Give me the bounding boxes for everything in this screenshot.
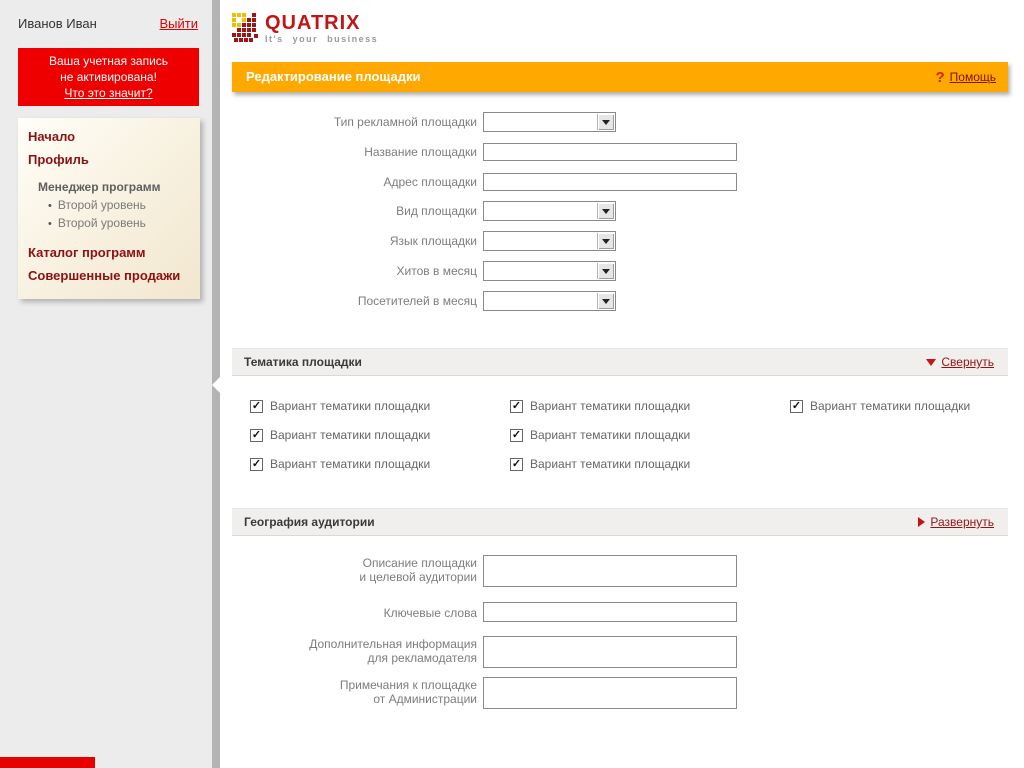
sidebar-item-second-level-2[interactable]: • Второй уровень [48, 216, 146, 230]
sidebar-menu [18, 118, 200, 299]
checkbox-checked-icon[interactable]: ✓ [251, 457, 262, 470]
dropdown-arrow-icon[interactable] [597, 114, 614, 130]
collapse-arrow-icon [926, 359, 936, 366]
field-label-site-address: Адрес площадки [383, 175, 477, 189]
section-geography-header [232, 508, 1008, 536]
topic-checkbox-6[interactable]: ✓ Вариант тематики площадки [251, 457, 431, 471]
sidebar-item-start[interactable]: Начало [28, 129, 76, 144]
bullet-icon: • [48, 218, 52, 230]
field-label-keywords: Ключевые слова [383, 606, 477, 620]
field-label-hits-per-month: Хитов в месяц [396, 264, 477, 278]
bullet-icon: • [48, 200, 52, 212]
checkbox-checked-icon[interactable]: ✓ [251, 428, 262, 441]
site-type-select[interactable] [483, 112, 616, 132]
logo-tagline: It's your business [265, 34, 379, 44]
expand-arrow-icon [918, 517, 925, 527]
checkbox-checked-icon[interactable]: ✓ [511, 457, 522, 470]
dropdown-arrow-icon[interactable] [597, 233, 614, 249]
section-topics-toggle[interactable]: Свернуть [926, 349, 994, 375]
checkbox-checked-icon[interactable]: ✓ [511, 428, 522, 441]
field-label-site-language: Язык площадки [389, 234, 477, 248]
help-icon: ? [935, 68, 945, 86]
checkbox-checked-icon[interactable]: ✓ [511, 399, 522, 412]
advertiser-info-textarea[interactable] [483, 636, 737, 668]
section-topics-header [232, 348, 1008, 376]
dropdown-arrow-icon[interactable] [597, 293, 614, 309]
sidebar-item-program-catalog[interactable]: Каталог программ [28, 245, 146, 260]
dropdown-arrow-icon[interactable] [597, 263, 614, 279]
visitors-per-month-select[interactable] [483, 291, 616, 311]
page-title-bar [232, 62, 1008, 92]
description-textarea[interactable] [483, 555, 737, 587]
keywords-input[interactable] [483, 602, 737, 622]
checkbox-checked-icon[interactable]: ✓ [251, 399, 262, 412]
hits-per-month-select[interactable] [483, 261, 616, 281]
quatrix-logo-icon [232, 13, 259, 43]
section-geography-title: География аудитории [244, 515, 375, 529]
user-name: Иванов Иван [18, 16, 97, 31]
topic-checkbox-7[interactable]: ✓ Вариант тематики площадки [511, 457, 691, 471]
topic-checkbox-4[interactable]: ✓ Вариант тематики площадки [251, 428, 431, 442]
sidebar [0, 0, 212, 768]
field-label-visitors-per-month: Посетителей в месяц [357, 294, 477, 308]
section-topics-title: Тематика площадки [244, 355, 362, 369]
page-title: Редактирование площадки [246, 69, 421, 84]
site-language-select[interactable] [483, 231, 616, 251]
field-label-admin-notes: Примечания к площадке от Администрации [339, 678, 477, 706]
account-alert [18, 48, 199, 106]
site-name-input[interactable] [483, 143, 737, 161]
sidebar-item-second-level-1[interactable]: • Второй уровень [48, 198, 146, 212]
topic-checkbox-1[interactable]: ✓ Вариант тематики площадки [251, 399, 431, 413]
field-label-site-type: Тип рекламной площадки [333, 115, 477, 129]
footer-red-bar [0, 757, 95, 768]
topic-checkbox-3[interactable]: ✓ Вариант тематики площадки [791, 399, 971, 413]
alert-help-link[interactable]: Что это значит? [64, 86, 153, 100]
logo [232, 13, 378, 44]
topic-checkbox-2[interactable]: ✓ Вариант тематики площадки [511, 399, 691, 413]
sidebar-item-program-manager[interactable]: Менеджер программ [38, 180, 161, 194]
checkbox-checked-icon[interactable]: ✓ [791, 399, 802, 412]
alert-line2: не активирована! [60, 70, 157, 84]
site-address-input[interactable] [483, 173, 737, 191]
sidebar-collapse-handle[interactable] [212, 377, 220, 393]
dropdown-arrow-icon[interactable] [597, 203, 614, 219]
field-label-advertiser-info: Дополнительная информация для рекламодателя [309, 637, 477, 665]
logout-link[interactable]: Выйти [159, 16, 198, 31]
sidebar-item-profile[interactable]: Профиль [28, 152, 89, 167]
alert-line1: Ваша учетная запись [48, 54, 169, 68]
section-geography-toggle[interactable]: Развернуть [918, 509, 994, 535]
sidebar-item-completed-sales[interactable]: Совершенные продажи [28, 268, 181, 283]
field-label-description: Описание площадки и целевой аудитории [359, 556, 477, 584]
field-label-site-name: Название площадки [364, 145, 477, 159]
topic-checkbox-5[interactable]: ✓ Вариант тематики площадки [511, 428, 691, 442]
field-label-site-kind: Вид площадки [396, 204, 477, 218]
site-kind-select[interactable] [483, 201, 616, 221]
logo-title: QUATRIX [265, 12, 361, 34]
help-link[interactable]: Помощь [949, 70, 996, 84]
admin-notes-textarea[interactable] [483, 677, 737, 709]
